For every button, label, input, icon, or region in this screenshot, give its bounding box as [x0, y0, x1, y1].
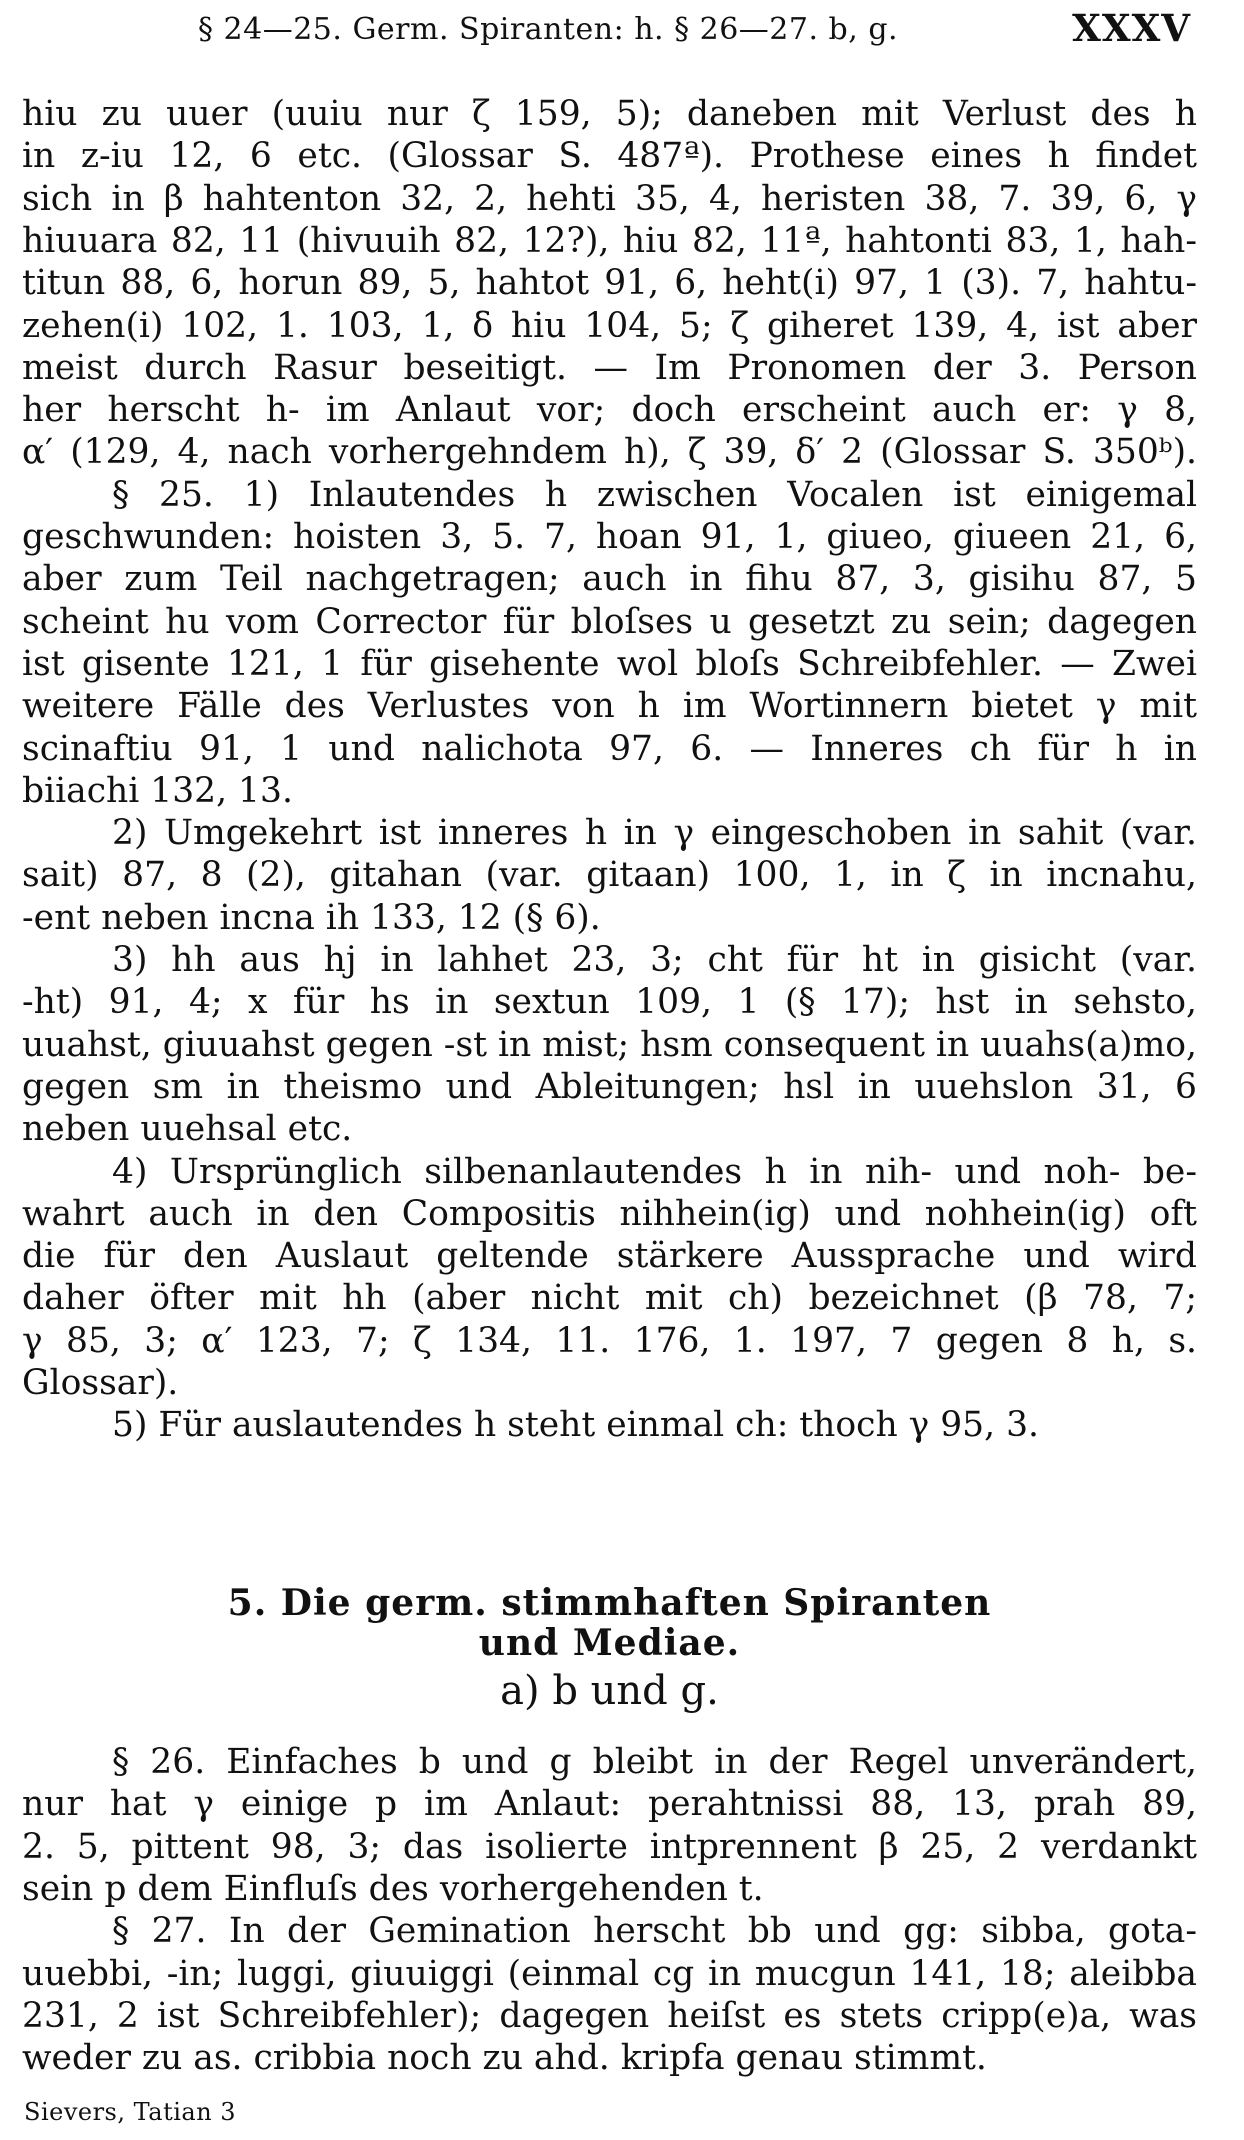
- running-head: [22, 6, 1197, 54]
- text-line: wahrt auch in den Compositis nihhein(ig) und nohhein(ig) oft: [22, 1193, 1197, 1234]
- text-line: § 25. 1) Inlautendes h zwischen Vocalen ist einigemal: [112, 474, 1197, 515]
- text-line: weitere Fälle des Verlustes von h im Wortinnern bietet γ mit: [22, 686, 1197, 727]
- text-line: scheint hu vom Corrector für bloſses u gesetzt zu sein; dagegen: [22, 601, 1197, 642]
- text-line: 231, 2 ist Schreibfehler); dagegen heiſst es stets cripp(e)a, was: [22, 1995, 1197, 2036]
- text-line: -ent neben incna ih 133, 12 (§ 6).: [22, 897, 601, 938]
- text-line: 5) Für auslautendes h steht einmal ch: thoch γ 95, 3.: [112, 1405, 1039, 1446]
- text-line: titun 88, 6, horun 89, 5, hahtot 91, 6, heht(i) 97, 1 (3). 7, hahtu-: [22, 263, 1197, 304]
- text-line: her herscht h- im Anlaut vor; doch erscheint auch er: γ 8,: [22, 390, 1197, 431]
- text-line: geschwunden: hoisten 3, 5. 7, hoan 91, 1, giueo, giueen 21, 6,: [22, 517, 1197, 557]
- signature-footer: Sievers, Tatian 3: [24, 2098, 237, 2126]
- text-line: Glossar).: [22, 1363, 179, 1403]
- text-line: ist gisente 121, 1 für gisehente wol bloſs Schreibfehler. — Zwei: [22, 643, 1197, 684]
- text-line: 2) Umgekehrt ist inneres h in γ eingeschoben in sahit (var.: [112, 813, 1197, 854]
- text-line: sein p dem Einfluſs des vorhergehenden t.: [22, 1868, 764, 1909]
- text-line: nur hat γ einige p im Anlaut: perahtnissi 88, 13, prah 89,: [22, 1784, 1197, 1825]
- text-line: sait) 87, 8 (2), gitahan (var. gitaan) 100, 1, in ζ in incnahu,: [22, 855, 1197, 896]
- text-line: scinaftiu 91, 1 und nalichota 97, 6. — Inneres ch für h in: [22, 728, 1197, 769]
- text-line: § 26. Einfaches b und g bleibt in der Regel unverändert,: [112, 1742, 1197, 1782]
- text-line: uuebbi, -in; luggi, giuuiggi (einmal cg in mucgun 141, 18; aleibba: [22, 1953, 1197, 1994]
- section-heading-line-2: und Mediae.: [478, 1622, 741, 1664]
- text-line: meist durch Rasur beseitigt. — Im Pronomen der 3. Person: [22, 347, 1197, 388]
- text-line: weder zu as. cribbia noch zu ahd. kripfa genau stimmt.: [22, 2038, 987, 2079]
- text-line: γ 85, 3; α′ 123, 7; ζ 134, 11. 176, 1. 197, 7 gegen 8 h, s.: [22, 1320, 1197, 1361]
- text-line: die für den Auslaut geltende stärkere Aussprache und wird: [22, 1236, 1197, 1277]
- text-line: zehen(i) 102, 1. 103, 1, δ hiu 104, 5; ζ giheret 139, 4, ist aber: [22, 305, 1197, 346]
- text-line: daher öfter mit hh (aber nicht mit ch) bezeichnet (β 78, 7;: [22, 1278, 1197, 1319]
- text-line: uuahst, giuuahst gegen -st in mist; hsm consequent in uuahs(a)mo,: [22, 1024, 1198, 1065]
- text-line: hiuuara 82, 11 (hivuuih 82, 12?), hiu 82, 11ª, hahtonti 83, 1, hah-: [22, 220, 1197, 261]
- text-line: gegen sm in theismo und Ableitungen; hsl in uuehslon 31, 6: [22, 1066, 1197, 1107]
- book-page: [22, 0, 1197, 2140]
- text-line: aber zum Teil nachgetragen; auch in fihu 87, 3, gisihu 87, 5: [22, 559, 1197, 600]
- text-line: in z-iu 12, 6 etc. (Glossar S. 487ª). Prothese eines h findet: [22, 136, 1197, 177]
- section-heading-line-1: 5. Die germ. stimmhaften Spiranten: [227, 1582, 992, 1624]
- text-line: 2. 5, pittent 98, 3; das isolierte intprennent β 25, 2 verdankt: [22, 1826, 1197, 1867]
- text-line: 4) Ursprünglich silbenanlautendes h in nih- und noh- be-: [112, 1151, 1197, 1192]
- text-line: sich in β hahtenton 32, 2, hehti 35, 4, heristen 38, 7. 39, 6, γ: [22, 178, 1197, 219]
- text-line: hiu zu uuer (uuiu nur ζ 159, 5); daneben mit Verlust des h: [22, 94, 1197, 134]
- text-line: α′ (129, 4, nach vorhergehndem h), ζ 39, δ′ 2 (Glossar S. 350ᵇ).: [22, 432, 1197, 473]
- text-line: -ht) 91, 4; x für hs in sextun 109, 1 (§ 17); hst in sehsto,: [22, 982, 1197, 1023]
- page-number: XXXV: [1072, 6, 1191, 50]
- text-line: 3) hh aus hj in lahhet 23, 3; cht für ht in gisicht (var.: [112, 940, 1197, 980]
- text-line: § 27. In der Gemination herscht bb und gg: sibba, gota-: [112, 1911, 1197, 1952]
- text-line: neben uuehsal etc.: [22, 1109, 353, 1150]
- subsection-heading: a) b und g.: [500, 1668, 719, 1714]
- running-head-title: § 24—25. Germ. Spiranten: h. § 26—27. b, g.: [198, 12, 899, 47]
- text-line: biiachi 132, 13.: [22, 770, 293, 811]
